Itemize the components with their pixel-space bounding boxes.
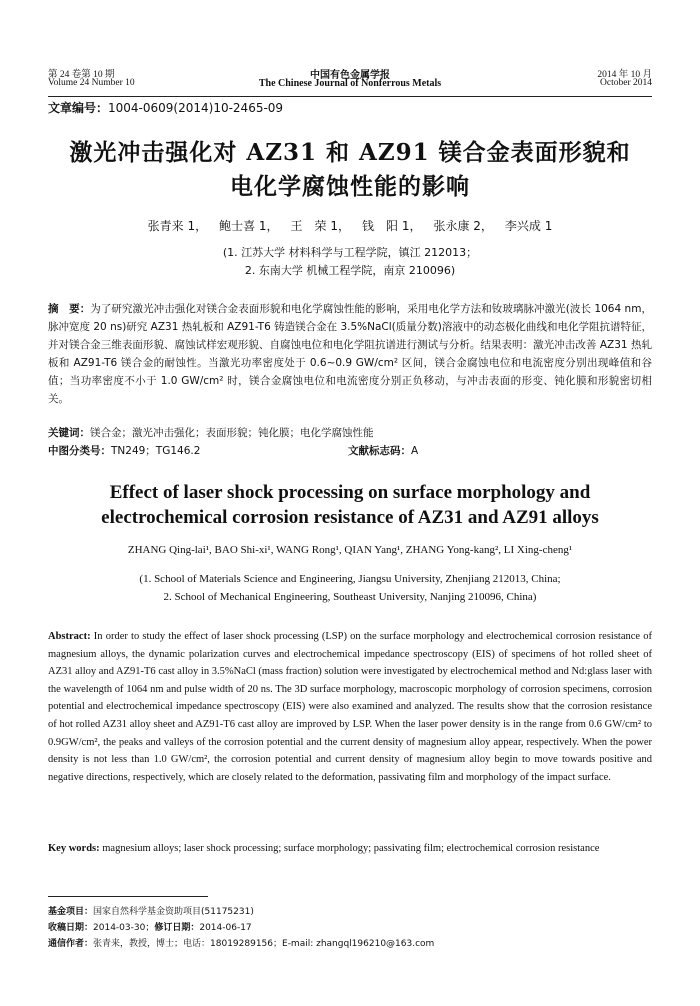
date-cn: 2014 年 10 月 bbox=[597, 70, 652, 80]
footnotes bbox=[48, 904, 652, 952]
article-number-label: 文章编号： bbox=[48, 101, 109, 115]
en-affiliation: 2. School of Mechanical Engineering, Southeast University, Nanjing 210096, China) bbox=[163, 591, 537, 603]
chinese-affiliations bbox=[0, 244, 700, 280]
english-authors: ZHANG Qing-lai¹, BAO Shi-xi¹, WANG Rong¹, QIAN Yang¹, ZHANG Yong-kang², LI Xing-cheng¹ bbox=[127, 544, 573, 556]
article-number bbox=[48, 99, 283, 116]
dates-note bbox=[48, 920, 652, 936]
journal-name-en: The Chinese Journal of Nonferrous Metals bbox=[258, 78, 442, 89]
english-title: Effect of laser shock processing on surface morphology and electrochemical corrosion resistance of AZ31 and AZ91 alloys bbox=[101, 482, 599, 528]
revised-label: 修订日期： bbox=[154, 923, 200, 933]
cn-author: 张永康 2， bbox=[433, 219, 493, 233]
en-affiliation: (1. School of Materials Science and Engineering, Jiangsu University, Zhenjiang 212013, China; bbox=[139, 573, 561, 585]
header-rule bbox=[48, 96, 652, 97]
volume-en: Volume 24 Number 10 bbox=[48, 78, 135, 88]
footnote-rule bbox=[48, 896, 208, 897]
cn-author: 王 荣 1， bbox=[290, 219, 350, 233]
journal-header bbox=[48, 66, 652, 96]
en-keywords-label: Key words: bbox=[48, 843, 100, 854]
volume-cn: 第 24 卷第 10 期 bbox=[48, 70, 115, 80]
article-number-value: 1004-0609(2014)10-2465-09 bbox=[108, 101, 284, 115]
cn-author: 鲍士喜 1， bbox=[219, 219, 279, 233]
date-en: October 2014 bbox=[600, 78, 652, 88]
cn-abstract-text: 为了研究激光冲击强化对镁合金表面形貌和电化学腐蚀性能的影响，采用电化学方法和钕玻璃脉冲激光(波长 1064 nm，脉冲宽度 20 ns)研究 AZ31 热轧板和 AZ91-T6 铸造镁合金在 3.5%NaCl(质量分数)溶液中的动态极化曲线和电化学阻抗谱特征，并对镁合金三维表面形貌、腐蚀试样宏观形貌、自腐蚀电位和电化学阻抗谱进行测试与分析。结果表明：激光冲击改善 AZ31 热轧板和 AZ91-T6 镁合金的耐蚀性。当激光功率密度处于 0.6~0.9 GW/cm² 区间，镁合金腐蚀电位和电流密度分别出现峰值和谷值；当功率密度不小于 1.0 GW/cm² 时，镁合金腐蚀电位和电流密度分别正负移动，与冲击表面的形变、钝化膜和形貌密切相关。 bbox=[48, 303, 653, 405]
cn-doc-code-label: 文献标志码： bbox=[348, 445, 411, 457]
cn-affiliation: (1. 江苏大学 材料科学与工程学院，镇江 212013； bbox=[222, 246, 478, 259]
funding-note bbox=[48, 904, 652, 920]
revised-text: 2014-06-17 bbox=[199, 923, 252, 933]
cn-keywords-text: 镁合金；激光冲击强化；表面形貌；钝化膜；电化学腐蚀性能 bbox=[90, 427, 374, 439]
cn-affiliation: 2. 东南大学 机械工程学院，南京 210096) bbox=[244, 264, 456, 277]
cn-class-label: 中图分类号： bbox=[48, 445, 111, 457]
english-keywords bbox=[48, 840, 652, 858]
journal-name-cn: 中国有色金属学报 bbox=[310, 70, 390, 81]
cn-author: 钱 阳 1， bbox=[362, 219, 422, 233]
corresponding-note bbox=[48, 936, 652, 952]
received-text: 2014-03-30； bbox=[93, 923, 155, 933]
funding-label: 基金项目： bbox=[48, 907, 94, 917]
cn-author: 李兴成 1 bbox=[504, 219, 553, 233]
chinese-authors bbox=[0, 217, 700, 234]
en-abstract-text: In order to study the effect of laser shock processing (LSP) on the surface morphology and electrochemical corrosion resistance of magnesium alloys, the dynamic polarization curves and electrochemical impedance spectroscopy (EIS) of specimens of hot rolled sheet of AZ31 alloy and AZ91-T6 cast alloy in 3.5%NaCl (mass fraction) solution were investigated by electrochemical method and Nd:glass laser with the wavelength of 1064 nm and pulse width of 20 ns. The 3D surface morphology, macroscopic morphology of corrosion specimens, corrosion potential and electrochemical impedance spectroscopy (EIS) were also examined and analyzed. The results show that the corrosion resistance of hot rolled AZ31 alloy sheet and AZ91-T6 cast alloy are improved by LSP. When the laser power density is in the range from 0.6 GW/cm² to 0.9GW/cm², the peaks and valleys of the corrosion potential and the current density of magnesium alloy appear, respectively. When the power density is not less than 1.0 GW/cm², the corrosion potential and current density of magnesium alloy begin to move towards positive and negative directions, respectively, which are closely related to the deformation, passivating film and morphology of the impact surface. bbox=[48, 631, 653, 783]
cn-class-text: TN249；TG146.2 bbox=[111, 445, 201, 457]
funding-text: 国家自然科学基金资助项目(51175231) bbox=[93, 907, 254, 917]
english-abstract bbox=[48, 628, 652, 786]
chinese-title: 激光冲击强化对 AZ31 和 AZ91 镁合金表面形貌和电化学腐蚀性能的影响 bbox=[69, 139, 631, 200]
en-abstract-label: Abstract: bbox=[48, 631, 91, 642]
cn-doc-code-text: A bbox=[411, 445, 419, 457]
chinese-abstract bbox=[48, 300, 652, 408]
corresponding-text: 张青来，教授，博士；电话：18019289156；E-mail: zhangql196210@163.com bbox=[93, 939, 435, 949]
corresponding-label: 通信作者： bbox=[48, 939, 94, 949]
received-label: 收稿日期： bbox=[48, 923, 94, 933]
cn-author: 张青来 1， bbox=[147, 219, 208, 233]
chinese-meta bbox=[48, 424, 652, 460]
en-keywords-text: magnesium alloys; laser shock processing; surface morphology; passivating film; electrochemical corrosion resistance bbox=[102, 843, 600, 854]
cn-keywords-label: 关键词： bbox=[48, 427, 90, 439]
english-affiliations bbox=[0, 570, 700, 606]
cn-abstract-label: 摘 要： bbox=[48, 303, 91, 315]
